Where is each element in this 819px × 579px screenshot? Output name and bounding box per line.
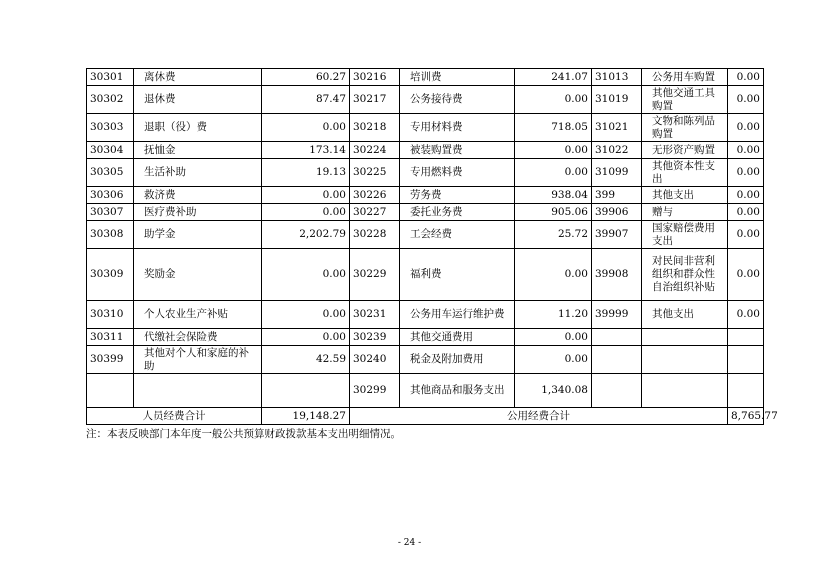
code-cell: 31019 <box>592 86 642 114</box>
amount-cell: 25.72 <box>515 221 592 249</box>
table-row <box>87 142 764 159</box>
totals-row <box>87 408 764 425</box>
code-cell: 399 <box>592 187 642 204</box>
amount-cell: 60.27 <box>262 69 350 86</box>
item-name-cell: 税金及附加费用 <box>400 346 515 374</box>
code-cell: 30304 <box>87 142 134 159</box>
item-name-cell: 其他支出 <box>642 187 728 204</box>
item-name-cell: 其他交通费用 <box>400 329 515 346</box>
table-row <box>87 159 764 187</box>
table-row <box>87 221 764 249</box>
code-cell: 30305 <box>87 159 134 187</box>
code-cell: 30302 <box>87 86 134 114</box>
table-row <box>87 114 764 142</box>
item-name-cell <box>642 374 728 408</box>
item-name-cell: 退职（役）费 <box>134 114 262 142</box>
page-number: - 24 - <box>397 538 422 548</box>
amount-cell: 0.00 <box>515 86 592 114</box>
code-cell: 31022 <box>592 142 642 159</box>
amount-cell: 905.06 <box>515 204 592 221</box>
code-cell: 30224 <box>350 142 400 159</box>
amount-cell: 241.07 <box>515 69 592 86</box>
item-name-cell: 其他资本性支出 <box>642 159 728 187</box>
item-name-cell: 委托业务费 <box>400 204 515 221</box>
amount-cell: 0.00 <box>262 329 350 346</box>
item-name-cell: 医疗费补助 <box>134 204 262 221</box>
code-cell: 30226 <box>350 187 400 204</box>
code-cell: 30239 <box>350 329 400 346</box>
item-name-cell: 赠与 <box>642 204 728 221</box>
amount-cell: 0.00 <box>262 249 350 301</box>
amount-cell: 0.00 <box>728 69 764 86</box>
item-name-cell: 专用燃料费 <box>400 159 515 187</box>
item-name-cell: 其他支出 <box>642 301 728 329</box>
amount-cell: 0.00 <box>262 204 350 221</box>
item-name-cell: 离休费 <box>134 69 262 86</box>
code-cell: 31013 <box>592 69 642 86</box>
item-name-cell: 公务用车购置 <box>642 69 728 86</box>
code-cell: 30227 <box>350 204 400 221</box>
code-cell: 39906 <box>592 204 642 221</box>
amount-cell: 0.00 <box>515 329 592 346</box>
table-row <box>87 69 764 86</box>
item-name-cell: 公务接待费 <box>400 86 515 114</box>
amount-cell: 0.00 <box>262 187 350 204</box>
amount-cell: 173.14 <box>262 142 350 159</box>
item-name-cell: 国家赔偿费用支出 <box>642 221 728 249</box>
item-name-cell: 培训费 <box>400 69 515 86</box>
code-cell: 30240 <box>350 346 400 374</box>
item-name-cell: 生活补助 <box>134 159 262 187</box>
item-name-cell: 文物和陈列品购置 <box>642 114 728 142</box>
amount-cell: 0.00 <box>728 114 764 142</box>
amount-cell: 42.59 <box>262 346 350 374</box>
item-name-cell: 助学金 <box>134 221 262 249</box>
table-row <box>87 249 764 301</box>
table-body <box>87 69 778 425</box>
item-name-cell: 代缴社会保险费 <box>134 329 262 346</box>
code-cell: 30301 <box>87 69 134 86</box>
amount-cell <box>728 346 764 374</box>
table-row <box>87 204 764 221</box>
item-name-cell: 工会经费 <box>400 221 515 249</box>
amount-cell: 0.00 <box>728 221 764 249</box>
table-row <box>87 187 764 204</box>
item-name-cell <box>134 374 262 408</box>
amount-cell: 0.00 <box>262 301 350 329</box>
code-cell: 30303 <box>87 114 134 142</box>
code-cell: 30225 <box>350 159 400 187</box>
code-cell <box>592 329 642 346</box>
code-cell: 31021 <box>592 114 642 142</box>
code-cell: 30311 <box>87 329 134 346</box>
code-cell <box>592 346 642 374</box>
item-name-cell: 公务用车运行维护费 <box>400 301 515 329</box>
code-cell: 30228 <box>350 221 400 249</box>
item-name-cell <box>642 346 728 374</box>
public-total-value: 8,765.77 <box>728 408 764 425</box>
amount-cell: 718.05 <box>515 114 592 142</box>
expenditure-detail-table <box>86 68 778 425</box>
amount-cell: 0.00 <box>728 187 764 204</box>
code-cell: 30306 <box>87 187 134 204</box>
item-name-cell: 个人农业生产补贴 <box>134 301 262 329</box>
code-cell: 30308 <box>87 221 134 249</box>
item-name-cell: 福利费 <box>400 249 515 301</box>
personnel-total-label: 人员经费合计 <box>87 408 262 425</box>
item-name-cell: 被装购置费 <box>400 142 515 159</box>
amount-cell: 938.04 <box>515 187 592 204</box>
item-name-cell: 其他商品和服务支出 <box>400 374 515 408</box>
amount-cell: 0.00 <box>515 249 592 301</box>
personnel-total-value: 19,148.27 <box>262 408 350 425</box>
amount-cell: 0.00 <box>728 159 764 187</box>
amount-cell <box>262 374 350 408</box>
amount-cell: 0.00 <box>728 142 764 159</box>
table-row <box>87 374 764 408</box>
amount-cell: 2,202.79 <box>262 221 350 249</box>
code-cell: 39999 <box>592 301 642 329</box>
table-row <box>87 301 764 329</box>
table-row <box>87 346 764 374</box>
item-name-cell: 对民间非营利组织和群众性自治组织补贴 <box>642 249 728 301</box>
amount-cell: 1,340.08 <box>515 374 592 408</box>
code-cell: 31099 <box>592 159 642 187</box>
code-cell: 30399 <box>87 346 134 374</box>
amount-cell <box>728 374 764 408</box>
item-name-cell: 救济费 <box>134 187 262 204</box>
code-cell: 30231 <box>350 301 400 329</box>
amount-cell: 0.00 <box>515 346 592 374</box>
amount-cell: 0.00 <box>515 159 592 187</box>
item-name-cell: 无形资产购置 <box>642 142 728 159</box>
code-cell <box>592 374 642 408</box>
amount-cell: 0.00 <box>728 249 764 301</box>
public-total-label: 公用经费合计 <box>350 408 728 425</box>
code-cell: 39907 <box>592 221 642 249</box>
amount-cell: 87.47 <box>262 86 350 114</box>
amount-cell <box>728 329 764 346</box>
amount-cell: 0.00 <box>728 204 764 221</box>
item-name-cell: 抚恤金 <box>134 142 262 159</box>
item-name-cell: 其他交通工具购置 <box>642 86 728 114</box>
code-cell: 30218 <box>350 114 400 142</box>
item-name-cell: 退休费 <box>134 86 262 114</box>
code-cell <box>87 374 134 408</box>
amount-cell: 0.00 <box>262 114 350 142</box>
code-cell: 39908 <box>592 249 642 301</box>
code-cell: 30217 <box>350 86 400 114</box>
code-cell: 30229 <box>350 249 400 301</box>
amount-cell: 0.00 <box>515 142 592 159</box>
code-cell: 30216 <box>350 69 400 86</box>
amount-cell: 11.20 <box>515 301 592 329</box>
amount-cell: 0.00 <box>728 86 764 114</box>
code-cell: 30299 <box>350 374 400 408</box>
item-name-cell: 其他对个人和家庭的补助 <box>134 346 262 374</box>
table-row <box>87 329 764 346</box>
item-name-cell: 专用材料费 <box>400 114 515 142</box>
code-cell: 30310 <box>87 301 134 329</box>
item-name-cell: 奖励金 <box>134 249 262 301</box>
code-cell: 30309 <box>87 249 134 301</box>
amount-cell: 0.00 <box>728 301 764 329</box>
table-footnote: 注：本表反映部门本年度一般公共预算财政拨款基本支出明细情况。 <box>86 428 401 440</box>
item-name-cell: 劳务费 <box>400 187 515 204</box>
code-cell: 30307 <box>87 204 134 221</box>
table-row <box>87 86 764 114</box>
amount-cell: 19.13 <box>262 159 350 187</box>
item-name-cell <box>642 329 728 346</box>
